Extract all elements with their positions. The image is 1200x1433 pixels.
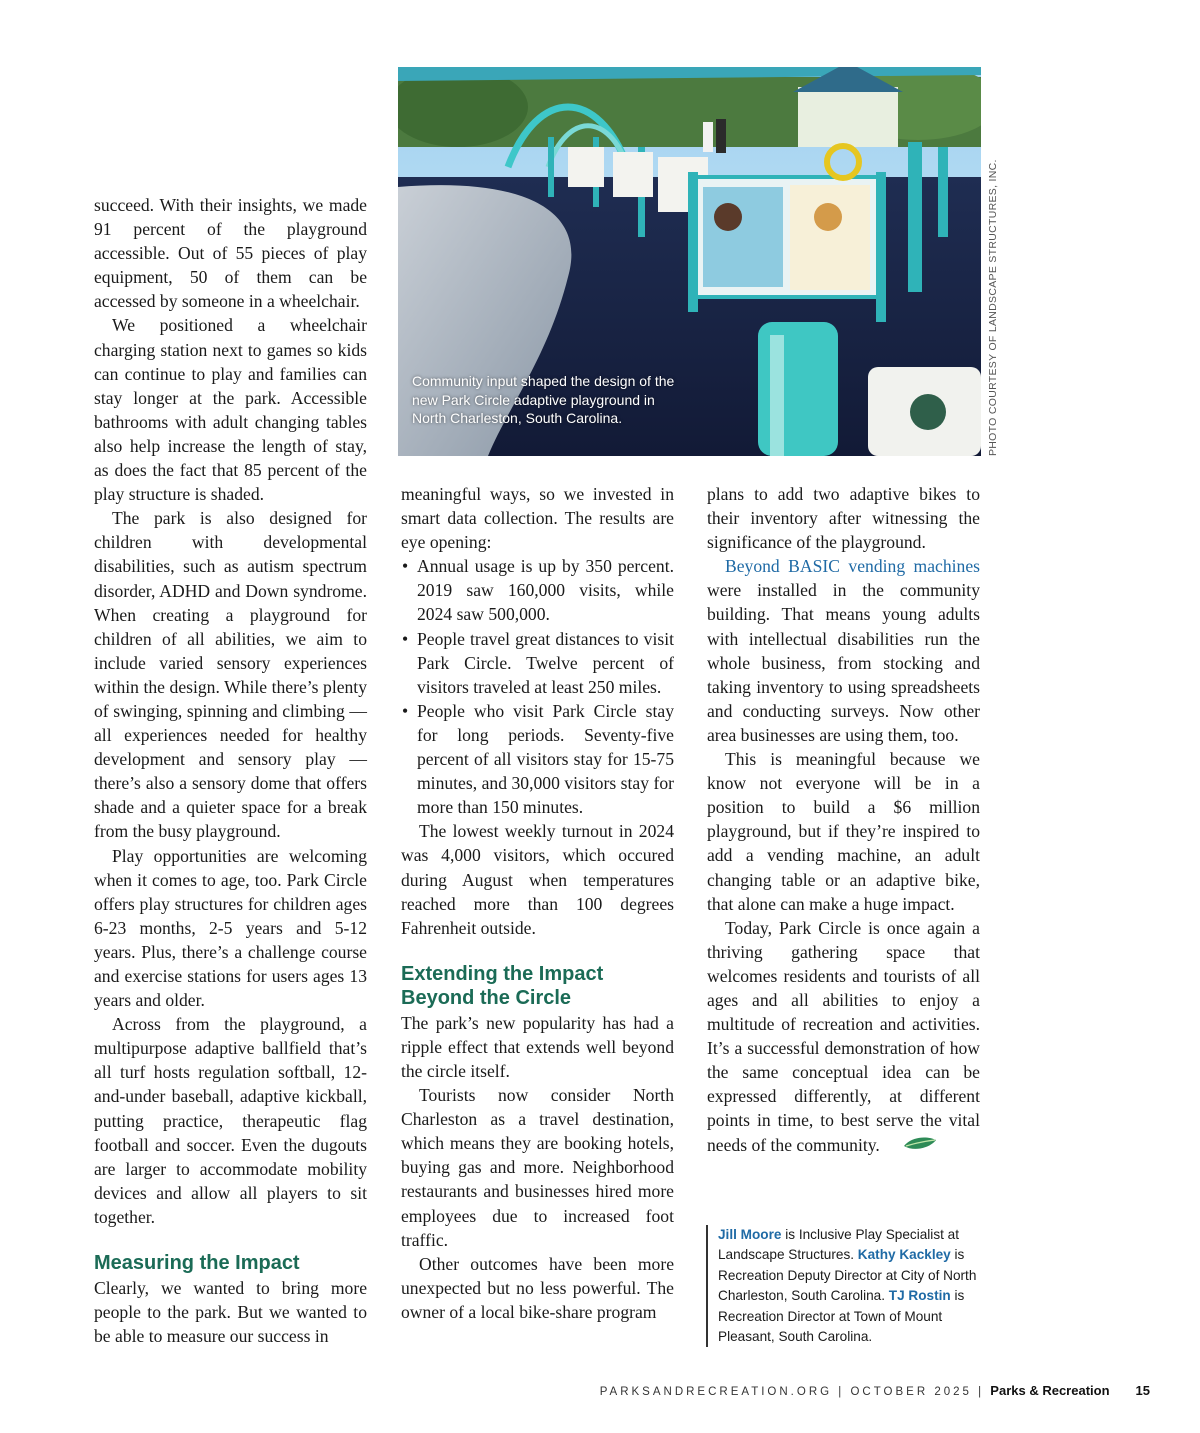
paragraph: We positioned a wheelchair charging station next to games so kids can continue to play and families can stay longer at the park. Accessible bathrooms with adult changing tables also help increase the length of stay, as does the fact that 85 percent of the play structure is shaded. xyxy=(94,315,367,505)
photo-caption: Community input shaped the design of the new Park Circle adaptive playground in North Charleston, South Carolina. xyxy=(412,373,675,426)
results-list xyxy=(401,554,674,819)
paragraph: succeed. With their insights, we made 91 percent of the playground accessible. Out of 55 pieces of play equipment, 50 of them can be accessed by someone in a wheelchair. xyxy=(94,195,367,312)
paragraph: The lowest weekly turnout in 2024 was 4,000 visitors, which occured during August when temperatures reached more than 100 degrees Fahrenheit outside. xyxy=(401,821,674,938)
section-heading-extending: Extending the Impact Beyond the Circle xyxy=(401,962,604,1009)
author-bio xyxy=(706,1225,988,1347)
column-1 xyxy=(94,193,367,1348)
paragraph: plans to add two adaptive bikes to their inventory after witnessing the significance of the playground. xyxy=(707,484,980,553)
paragraph-text: Today, Park Circle is once again a thriving gathering space that welcomes residents and tourists of all ages and all abilities to enjoy a multitude of recreation and activities. It’s a successful demonstration of how the same conceptual idea can be expressed differently, at different points in time, to best serve the vital needs of the community. xyxy=(707,917,980,1155)
paragraph xyxy=(707,916,980,1159)
page-number: 15 xyxy=(1135,1383,1150,1398)
bio-text: is Inclusive Play Specialist at Landscape Structures. xyxy=(718,1227,960,1263)
list-item: • Annual usage is up by 350 percent. 2019 saw 160,000 visits, while 2024 saw 500,000. xyxy=(401,554,674,626)
paragraph xyxy=(707,554,980,747)
paragraph: Other outcomes have been more unexpected but no less powerful. The owner of a local bike-share program xyxy=(401,1253,674,1322)
playground-photo xyxy=(398,67,981,456)
author-name-kathy-kackley: Kathy Kackley xyxy=(857,1247,951,1263)
section-heading-measuring: Measuring the Impact xyxy=(94,1252,300,1275)
paragraph: meaningful ways, so we invested in smart data collection. The results are eye opening: xyxy=(401,484,674,553)
column-2 xyxy=(401,482,674,1324)
footer-site: PARKSANDRECREATION.ORG xyxy=(599,1386,833,1398)
footer-magazine: Parks & Recreation xyxy=(990,1383,1110,1398)
column-3 xyxy=(707,482,980,1159)
paragraph: The park is also designed for children with developmental disabilities, such as autism spectrum disorder, ADHD and Down syndrome. When creating a playground for children of all abilities, we aim to include varied sensory experiences within the design. While there’s plenty of swinging, spinning and climbing — all experiences needed for healthy development and sensory play — there’s also a sensory dome that offers shade and a quieter space for a break from the busy playground. xyxy=(94,508,367,842)
paragraph: Play opportunities are welcoming when it comes to age, too. Park Circle offers play structures for children ages 6-23 months, 2-5 years and 5-12 years. Plus, there’s a challenge course and exercise stations for users ages 13 years and older. xyxy=(94,845,367,1011)
author-name-tj-rostin: TJ Rostin xyxy=(888,1288,951,1304)
paragraph: The park’s new popularity has had a ripple effect that extends well beyond the circle itself. xyxy=(401,1012,674,1081)
footer-separator: | xyxy=(971,1386,991,1398)
beyond-basic-link[interactable]: Beyond BASIC vending machines xyxy=(725,556,980,577)
page-footer xyxy=(600,1383,1150,1398)
list-item: • People travel great distances to visit Park Circle. Twelve percent of visitors traveled at least 250 miles. xyxy=(401,627,674,699)
list-item: • People who visit Park Circle stay for long periods. Seventy-five percent of all visitors stay for 15-75 minutes, and 30,000 visitors stay for more than 150 minutes. xyxy=(401,699,674,819)
author-name-jill-moore: Jill Moore xyxy=(718,1227,782,1242)
leaf-end-icon xyxy=(884,1134,938,1158)
paragraph: Clearly, we wanted to bring more people to the park. But we wanted to be able to measure our success in xyxy=(94,1278,367,1347)
bio-text: is Recreation Director at Town of Mount Pleasant, South Carolina. xyxy=(718,1288,965,1345)
bio-text: is Recreation Deputy Director at City of North Charleston, South Carolina. xyxy=(718,1247,977,1304)
paragraph: Tourists now consider North Charleston as a travel destination, which means they are booking hotels, buying gas and more. Neighborhood restaurants and businesses hired more employees due to increased foot traffic. xyxy=(401,1085,674,1250)
paragraph: This is meaningful because we know not everyone will be in a position to build a $6 million playground, but if they’re inspired to add a vending machine, an adult changing table or an adaptive bike, that alone can make a huge impact. xyxy=(707,749,980,914)
footer-issue: OCTOBER 2025 xyxy=(850,1386,972,1398)
footer-separator: | xyxy=(832,1386,851,1398)
paragraph-text: were installed in the community building. That means young adults with intellectual disabilities run the whole business, from stocking and taking inventory to using spreadsheets and conducting surveys. Now other area businesses are using them, too. xyxy=(707,580,980,745)
paragraph: Across from the playground, a multipurpose adaptive ballfield that’s all turf hosts regulation softball, 12-and-under baseball, adaptive kickball, putting practice, therapeutic flag football and soccer. Even the dugouts are larger to accommodate mobility devices and allow all players to sit together. xyxy=(94,1014,367,1227)
photo-credit: PHOTO COURTESY OF LANDSCAPE STRUCTURES, INC. xyxy=(987,159,999,456)
